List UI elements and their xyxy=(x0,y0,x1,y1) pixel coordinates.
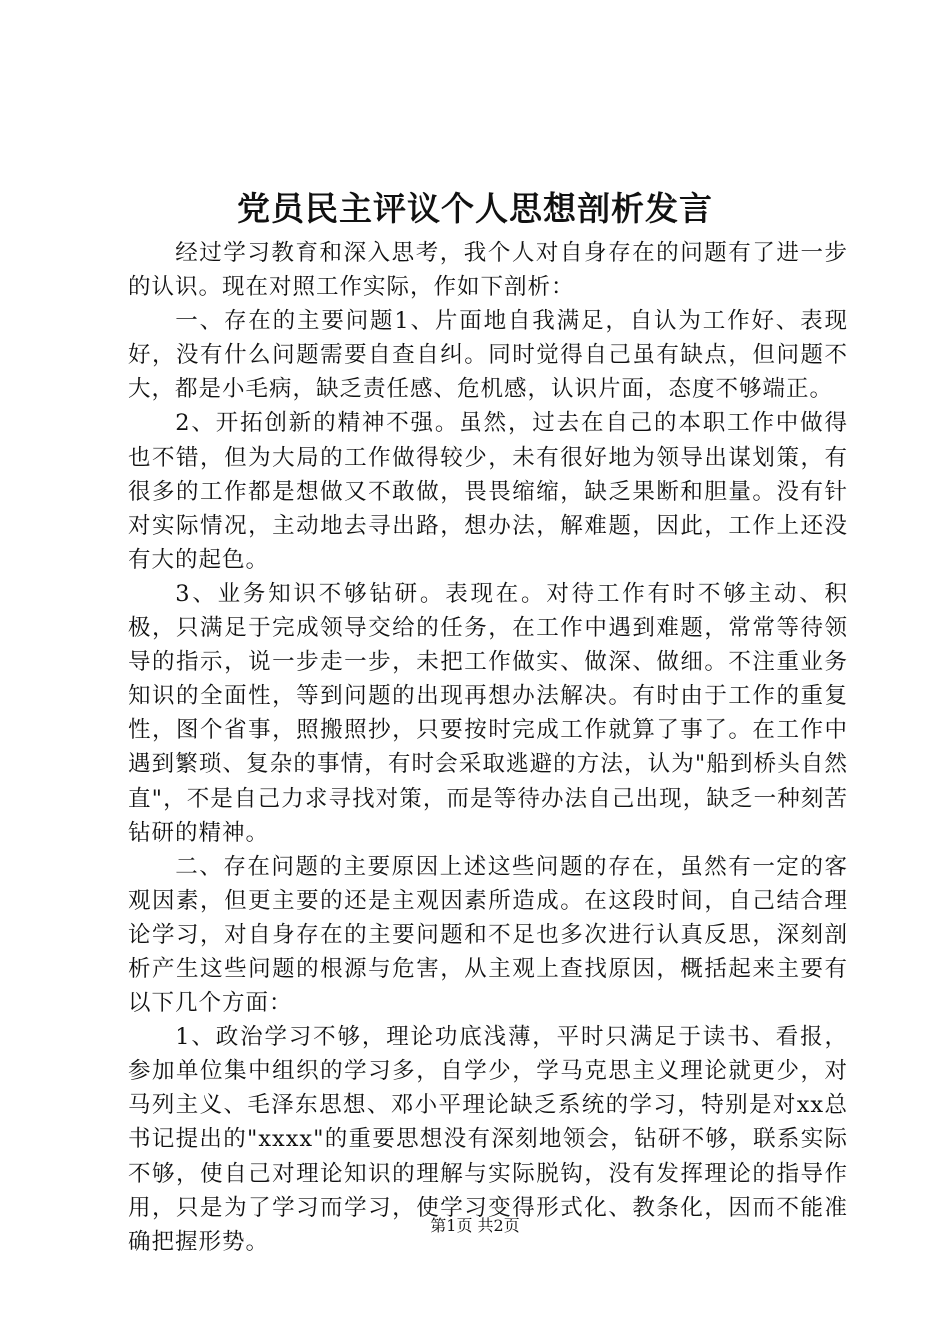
paragraph-intro: 经过学习教育和深入思考，我个人对自身存在的问题有了进一步的认识。现在对照工作实际，作如下剖析： xyxy=(128,240,848,301)
paragraph-main-causes: 二、存在问题的主要原因上述这些问题的存在，虽然有一定的客观因素，但更主要的还是主观因素所造成。在这段时间，自己结合理论学习，对自身存在的主要问题和不足也多次进行认真反思，深刻剖析产生这些问题的根源与危害，从主观上查找原因，概括起来主要有以下几个方面： xyxy=(128,853,848,1017)
document-body xyxy=(128,236,848,1259)
document-title: 党员民主评议个人思想剖析发言 xyxy=(237,189,713,228)
paragraph-business-knowledge: 3、业务知识不够钻研。表现在。对待工作有时不够主动、积极，只满足于完成领导交给的任务，在工作中遇到难题，常常等待领导的指示，说一步走一步，未把工作做实、做深、做细。不注重业务知识的全面性，等到问题的出现再想办法解决。有时由于工作的重复性，图个省事，照搬照抄，只要按时完成工作就算了事了。在工作中遇到繁琐、复杂的事情，有时会采取逃避的方法，认为"船到桥头自然直"，不是自己力求寻找对策，而是等待办法自己出现，缺乏一种刻苦钻研的精神。 xyxy=(128,580,848,846)
paragraph-political-study: 1、政治学习不够，理论功底浅薄，平时只满足于读书、看报，参加单位集中组织的学习多，自学少，学马克思主义理论就更少，对马列主义、毛泽东思想、邓小平理论缺乏系统的学习，特别是对xx总书记提出的"xxxx"的重要思想没有深刻地领会，钻研不够，联系实际不够，使自己对理论知识的理解与实际脱钩，没有发挥理论的指导作用，只是为了学习而学习，使学习变得形式化、教条化，因而不能准确把握形势。 xyxy=(128,1024,848,1255)
paragraph-main-problems: 一、存在的主要问题1、片面地自我满足，自认为工作好、表现好，没有什么问题需要自查自纠。同时觉得自己虽有缺点，但问题不大，都是小毛病，缺乏责任感、危机感，认识片面，态度不够端正。 xyxy=(128,308,848,403)
paragraph-innovation: 2、开拓创新的精神不强。虽然，过去在自己的本职工作中做得也不错，但为大局的工作做得较少，未有很好地为领导出谋划策，有很多的工作都是想做又不敢做，畏畏缩缩，缺乏果断和胆量。没有针对实际情况，主动地去寻出路，想办法，解难题，因此，工作上还没有大的起色。 xyxy=(128,410,848,573)
page-number: 第1页 共2页 xyxy=(430,1216,520,1235)
